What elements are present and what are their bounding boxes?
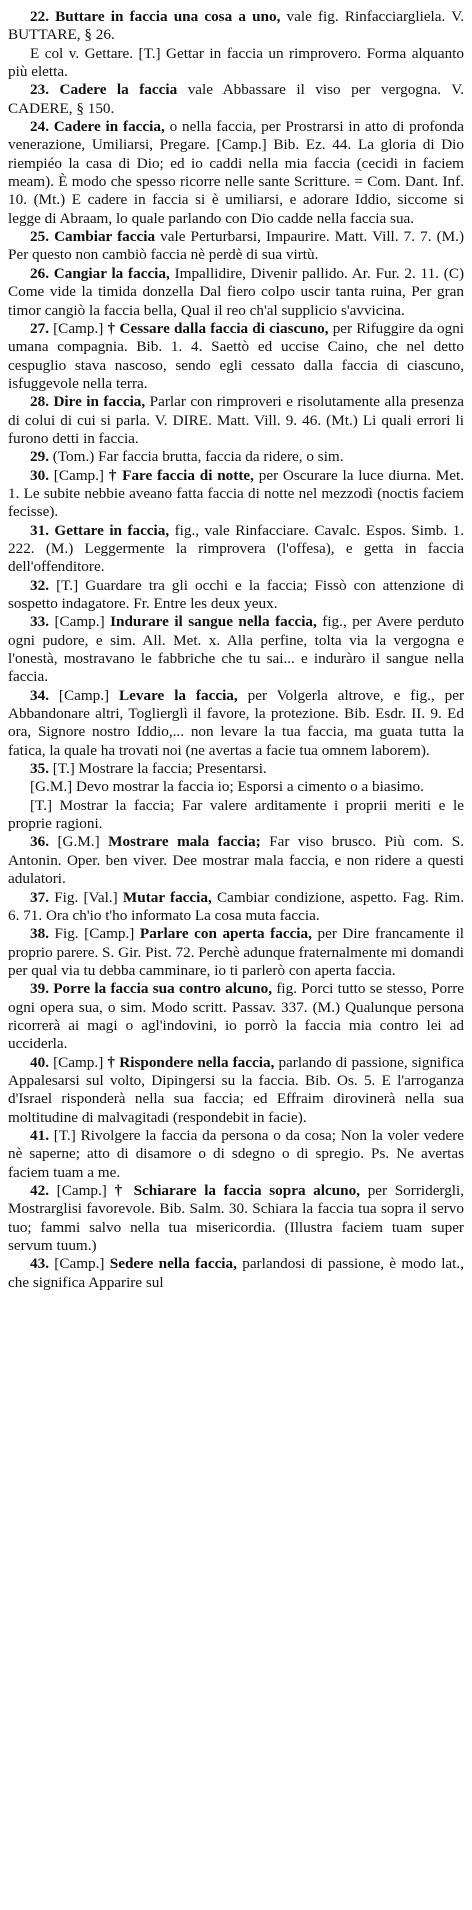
entry-number: 23.	[30, 81, 49, 99]
dictionary-entry	[8, 889, 464, 926]
entry-definition: fig., per Avere perduto ogni pudore, e sim. All. Met. x. Alla perfine, tolta via la vergogna e l'onestà, mostravano le fabbriche che tu sai... e induràro il sangue nella faccia.	[8, 613, 465, 686]
entry-lemma: Porre la faccia sua contro alcuno,	[53, 980, 273, 998]
entry-definition: per Rifuggire da ogni umana compagnia. Bib. 1. 4. Saettò ed uccise Caino, che nel detto cespuglio stava nascoso, sendo egli cessato dalla faccia di ciascuno, isfuggevole nella terra.	[8, 319, 465, 392]
entry-number: 22.	[30, 8, 49, 25]
entry-source: [Camp.]	[53, 1053, 104, 1071]
entry-definition: per Sorridergli, Mostrarglisi favorevole. Bib. Salm. 30. Schiara la faccia tua sopra il servo tuo; fammi salvo nella tua misericordia. (Illustra faciem tuam super servum tuum.)	[8, 1182, 465, 1255]
entry-number: 25.	[30, 228, 49, 246]
entry-source: [Camp.]	[54, 1255, 105, 1273]
entry-continuation: [G.M.] Devo mostrar la faccia io; Esporsi a cimento o a biasimo.	[30, 778, 424, 796]
dictionary-entry	[8, 1054, 464, 1127]
entry-source: [T.]	[53, 1126, 76, 1144]
entry-number: 36.	[30, 833, 49, 851]
entry-definition: vale Perturbarsi, Impaurire. Matt. Vill. 7. 7. (M.) Per questo non cambiò faccia nè perdè di sua virtù.	[8, 228, 465, 264]
entry-definition: parlando di passione, significa Appalesarsi sul volto, Dipingersi su la faccia. Bib. Os. 5. E l'arroganza d'Israel risponderà nella sua faccia; ed Effraim dirovinerà nella sua moltitudine di malvagitadi (respondebit in facie).	[8, 1053, 465, 1126]
entry-source: Fig. [Val.]	[54, 888, 118, 906]
entry-number: 39.	[30, 980, 49, 998]
dictionary-entry	[8, 8, 464, 81]
entry-definition: fig. Porci tutto se stesso, Porre ogni opera sua, o sim. Modo scritt. Passav. 337. (M.) Qualunque persona ricorrerà ai magi o agl'indovini, io porrò la faccia mia contro lei ad ucciderla.	[8, 980, 465, 1053]
entry-number: 31.	[30, 521, 49, 539]
entry-source: [Camp.]	[56, 1182, 107, 1199]
entry-definition: fig., vale Rinfacciare. Cavalc. Espos. Simb. 1. 222. (M.) Leggermente la rimprovera (l'offesa), e getta in faccia dell'offenditore.	[8, 521, 464, 576]
entry-lemma: Gettare in faccia,	[54, 521, 170, 539]
entry-definition: vale fig. Rinfacciargliela. V. BUTTARE, § 26.	[8, 8, 465, 44]
entry-number: 37.	[30, 888, 49, 906]
entry-lemma: † Schiarare la faccia sopra alcuno,	[114, 1182, 361, 1199]
dictionary-entry	[8, 228, 464, 265]
entry-lemma: Mutar faccia,	[122, 888, 212, 906]
entry-definition: o nella faccia, per Prostrarsi in atto di profonda venerazione, Umiliarsi, Pregare. [Camp.] Bib. Ez. 44. La gloria di Dio riempiéo la casa di Dio; ed io caddi nella mia faccia (cecidi in faciem meam). È modo che spesso ricorre nelle sante Scritture. = Com. Dant. Inf. 10. (Mt.) E cadere in faccia si è umiliarsi, e adorare Iddio, siccome si legge di Abraam, lo quale parlando con Dio cadde nella faccia sua.	[8, 118, 465, 227]
entry-definition: vale Abbassare il viso per vergogna. V. CADERE, § 150.	[8, 81, 465, 117]
entry-lemma: † Rispondere nella faccia,	[107, 1053, 275, 1071]
entry-number: 26.	[30, 264, 49, 282]
dictionary-entry	[8, 760, 464, 797]
entry-number: 35.	[30, 760, 49, 778]
entry-source: [T.]	[52, 760, 75, 778]
entry-continuation: E col v. Gettare. [T.] Gettar in faccia un rimprovero. Forma alquanto più eletta.	[8, 44, 464, 81]
entry-lemma: Levare la faccia,	[119, 686, 238, 704]
entry-number: 28.	[30, 393, 49, 411]
dictionary-entry	[8, 980, 464, 1053]
dictionary-entry	[8, 687, 464, 760]
entry-source: [T.]	[56, 576, 79, 594]
entry-number: 32.	[30, 576, 49, 594]
entry-definition: per Oscurare la luce diurna. Met. 1. Le subite nebbie aveano fatta faccia di notte nel mezzodì (noctis faciem fecisse).	[8, 466, 465, 521]
entry-definition: Rivolgere la faccia da persona o da cosa; Non la voler vedere nè saperne; atto di disamore o di sdegno o di spregio. Ps. Ne avertas faciem tuam a me.	[8, 1126, 464, 1181]
entry-definition: per Dire francamente il proprio parere. S. Gir. Pist. 72. Perchè adunque fraternalmente mi domandi per qual via tu debba camminare, io ti parlerò con aperta faccia.	[8, 925, 465, 979]
dictionary-entry	[8, 833, 464, 888]
dictionary-entry	[8, 1255, 464, 1292]
dictionary-entry	[8, 393, 464, 448]
dictionary-entry	[8, 577, 464, 614]
dictionary-entry	[8, 613, 464, 686]
entry-number: 29.	[30, 448, 49, 466]
entry-number: 38.	[30, 925, 49, 943]
dictionary-entry	[8, 925, 464, 980]
entry-lemma: Cadere la faccia	[59, 81, 178, 99]
entry-number: 42.	[30, 1182, 49, 1199]
entry-number: 43.	[30, 1255, 49, 1273]
dictionary-entry	[8, 448, 464, 466]
entry-definition: [T.] Mostrar la faccia; Far valere arditamente i proprii meriti e le proprie ragioni.	[8, 796, 464, 833]
entry-definition: per Volgerla altrove, e fig., per Abbandonare altri, Toglierglì il favore, la protezione. Bib. Esdr. II. 9. Ed ora, Signore nostro Iddio,... non levare la tua faccia, ma guata tutta la fatica, la quale ha trovati noi (ne avertas a facie tua omnem laborem).	[8, 686, 465, 759]
dictionary-entry	[8, 1127, 464, 1182]
entry-source: [Camp.]	[54, 613, 105, 631]
dictionary-entry	[8, 522, 464, 577]
entry-source: [Camp.]	[58, 686, 110, 704]
entry-number: 41.	[30, 1126, 49, 1144]
entry-lemma: Cambiar faccia	[54, 228, 156, 246]
entry-definition: Parlar con rimproveri e risolutamente alla presenza di colui di cui si parla. V. DIRE. Matt. Vill. 9. 46. (Mt.) Li quali errori li furono detti in faccia.	[8, 393, 465, 447]
entry-number: 40.	[30, 1053, 49, 1071]
entry-number: 27.	[30, 319, 49, 337]
entry-source: [G.M.]	[57, 833, 100, 851]
entry-number: 33.	[30, 613, 49, 631]
entry-definition: Far faccia brutta, faccia da ridere, o sim.	[98, 448, 344, 466]
dictionary-entry	[8, 1182, 464, 1255]
entry-definition: Mostrare la faccia; Presentarsi.	[78, 760, 267, 778]
entry-lemma: Sedere nella faccia,	[109, 1255, 237, 1273]
entry-definition: Guardare tra gli occhi e la faccia; Fissò con attenzione di sospetto indagatore. Fr. Entre les deux yeux.	[8, 576, 464, 612]
entry-source: [Camp.]	[53, 466, 104, 484]
entry-lemma: Cadere in faccia,	[53, 118, 165, 136]
entry-definition: Cambiar condizione, aspetto. Fag. Rim. 6. 71. Ora ch'io t'ho informato La cosa muta faccia.	[8, 888, 465, 924]
entry-number: 30.	[30, 466, 49, 484]
entry-number: 34.	[30, 686, 49, 704]
dictionary-entry	[8, 467, 464, 522]
entry-lemma: † Cessare dalla faccia di ciascuno,	[107, 319, 329, 337]
entry-definition: parlandosi di passione, è modo lat., che significa Apparire sul	[8, 1255, 464, 1291]
entry-source: Fig. [Camp.]	[54, 925, 135, 943]
entry-lemma: Dire in faccia,	[53, 393, 146, 411]
entry-lemma: Cangiar la faccia,	[53, 264, 170, 282]
entry-definition: Impallidire, Divenir pallido. Ar. Fur. 2. 11. (C) Come vide la timida donzella Dal fiero colpo uscir tanta ruina, Per gran timor cangiò la faccia bella, Qual il reo ch'al supplicio s'avvicina.	[8, 264, 465, 319]
entry-lemma: Buttare in faccia una cosa a uno,	[55, 8, 281, 25]
entry-lemma: † Fare faccia di notte,	[108, 466, 254, 484]
entry-lemma: Mostrare mala faccia;	[108, 833, 261, 851]
dictionary-entry	[8, 320, 464, 393]
dictionary-entry	[8, 265, 464, 320]
entry-lemma: Parlare con aperta faccia,	[139, 925, 312, 943]
dictionary-entry	[8, 797, 464, 834]
entry-source: [Camp.]	[53, 319, 104, 337]
entry-number: 24.	[30, 118, 49, 136]
entry-definition: Far viso brusco. Più com. S. Antonin. Oper. ben viver. Dee mostrar mala faccia, e non ridere a questi adulatori.	[8, 833, 464, 888]
dictionary-entry	[8, 118, 464, 228]
entry-source: (Tom.)	[52, 448, 95, 466]
entry-lemma: Indurare il sangue nella faccia,	[110, 613, 317, 631]
dictionary-entry	[8, 81, 464, 118]
